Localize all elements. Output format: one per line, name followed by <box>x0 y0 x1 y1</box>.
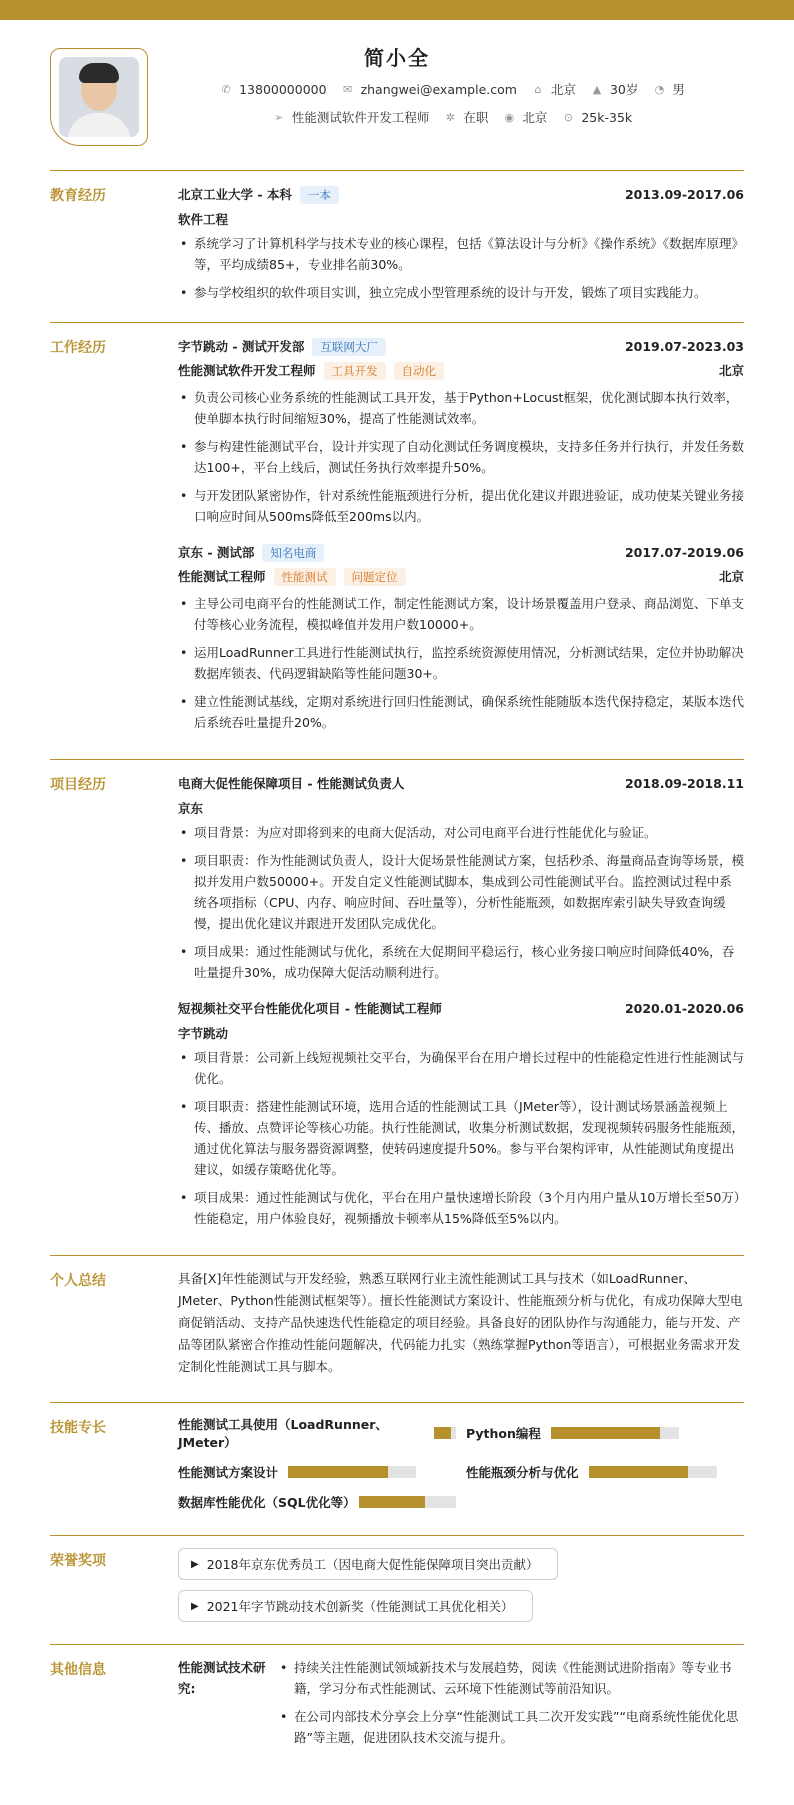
job-header-left <box>178 335 386 359</box>
section-title: 工作经历 <box>50 340 106 356</box>
job-header <box>178 541 744 565</box>
award-item[interactable] <box>178 1590 533 1622</box>
skill-tag: 自动化 <box>394 362 445 380</box>
skill-bar-fill <box>359 1496 425 1508</box>
list-item: • 项目背景：公司新上线短视频社交平台，为确保平台在用户增长过程中的性能稳定性进行性能测试与优化。 <box>178 1047 744 1089</box>
awards-body <box>178 1548 744 1632</box>
projects-body <box>178 772 744 1243</box>
project-org: 字节跳动 <box>178 1026 229 1041</box>
project-title: 短视频社交平台性能优化项目 - 性能测试工程师 <box>178 1001 442 1016</box>
list-item: • 参与学校组织的软件项目实训，独立完成小型管理系统的设计与开发，锻炼了项目实践能力。 <box>178 282 744 303</box>
home-icon: ⌂ <box>534 82 542 96</box>
list-item: • 负责公司核心业务系统的性能测试工具开发，基于Python+Locust框架，优化测试脚本执行效率，使单脚本执行时间缩短30%，提高了性能测试效率。 <box>178 387 744 429</box>
school-name: 北京工业大学 - 本科 <box>178 187 292 202</box>
skill-bar <box>551 1427 679 1439</box>
project-title: 电商大促性能保障项目 - 性能测试负责人 <box>178 776 405 791</box>
age-item <box>590 80 638 98</box>
project-org: 京东 <box>178 801 204 816</box>
position-title: 性能测试工程师 <box>178 569 266 584</box>
position-row <box>178 565 744 589</box>
list-item: • 建立性能测试基线，定期对系统进行回归性能测试，确保系统性能随版本迭代保持稳定，某版本迭代后系统吞吐量提升20%。 <box>178 691 744 733</box>
job-bullets <box>178 387 744 527</box>
list-item: • 运用LoadRunner工具进行性能测试执行，监控系统资源使用情况，分析测试结果，定位并协助解决数据库锁表、代码逻辑缺陷等性能问题30+。 <box>178 642 744 684</box>
skill-item <box>466 1463 744 1481</box>
skill-name: 性能测试工具使用（LoadRunner、JMeter） <box>178 1417 388 1450</box>
list-item: • 系统学习了计算机科学与技术专业的核心课程，包括《算法设计与分析》《操作系统》《数据库原理》等，平均成绩85+，专业排名前30%。 <box>178 233 744 275</box>
avatar-body <box>67 113 131 137</box>
resume-page <box>0 20 794 1805</box>
city-item <box>531 80 576 98</box>
target-city-item <box>502 108 547 126</box>
location-icon: ◉ <box>504 110 515 124</box>
summary-body <box>178 1268 744 1390</box>
summary-text: 具备[X]年性能测试与开发经验，熟悉互联网行业主流性能测试工具与技术（如LoadRunner、JMeter、Python性能测试框架等）。擅长性能测试方案设计、性能瓶颈分析与优化，有成功保障大型电商促销活动、支持产品快速迭代性能稳定的项目经验。具备良好的团队协作与沟通能力，能与开发、产品等团队紧密合作推动性能问题解决，代码能力扎实（熟练掌握Python等语言），可根据业务需求开发定制化性能测试工具与脚本。 <box>178 1271 743 1374</box>
other-sub-label: 性能测试技术研究: <box>178 1660 266 1696</box>
candidate-name: 简小全 <box>364 46 430 70</box>
company-tag: 知名电商 <box>262 544 324 562</box>
target-city-text: 北京 <box>522 110 548 125</box>
other-row <box>178 1657 744 1755</box>
job-intent-row <box>160 108 744 126</box>
skill-tag: 问题定位 <box>344 568 406 586</box>
salary-icon: ⊙ <box>563 110 573 124</box>
position-title: 性能测试软件开发工程师 <box>178 363 316 378</box>
project-header <box>178 997 744 1021</box>
skill-bar-fill <box>589 1466 689 1478</box>
skill-item <box>466 1415 744 1451</box>
list-item: • 在公司内部技术分享会上分享“性能测试工具二次开发实践”“电商系统性能优化思路”等主题，促进团队技术交流与提升。 <box>278 1706 744 1748</box>
company-tag: 互联网大厂 <box>312 338 386 356</box>
salary-text: 25k-35k <box>581 109 633 125</box>
skill-name: 数据库性能优化（SQL优化等） <box>178 1495 356 1510</box>
education-date: 2013.09-2017.06 <box>624 187 744 202</box>
list-item: • 参与构建性能测试平台，设计并实现了自动化测试任务调度模块，支持多任务并行执行，并发任务数达100+，平台上线后，测试任务执行效率提升50%。 <box>178 436 744 478</box>
project-date: 2018.09-2018.11 <box>624 776 744 791</box>
skill-tag: 工具开发 <box>324 362 386 380</box>
caret-right-icon: ▶ <box>191 1600 199 1612</box>
position-left <box>178 565 406 589</box>
major: 软件工程 <box>178 212 229 227</box>
caret-right-icon: ▶ <box>191 1558 199 1570</box>
age-icon: ▲ <box>592 82 602 96</box>
other-bullets <box>278 1657 744 1755</box>
gender-item <box>652 80 685 98</box>
skill-bar <box>359 1496 456 1508</box>
skills-body <box>178 1415 744 1523</box>
skills-grid <box>178 1415 744 1511</box>
school-tag: 一本 <box>300 186 339 204</box>
job-date: 2017.07-2019.06 <box>624 545 744 560</box>
education-row <box>178 183 744 207</box>
list-item: • 项目背景：为应对即将到来的电商大促活动，对公司电商平台进行性能优化与验证。 <box>178 822 744 843</box>
award-text: 2021年字节跳动技术创新奖（性能测试工具优化相关） <box>206 1599 514 1614</box>
projects-section <box>50 759 744 1243</box>
summary-section <box>50 1255 744 1390</box>
send-icon: ➢ <box>274 110 284 124</box>
list-item: • 项目成果：通过性能测试与优化，系统在大促期间平稳运行，核心业务接口响应时间降低40%，吞吐量提升30%，成功保障大促活动顺利进行。 <box>178 941 744 983</box>
phone-icon: ✆ <box>221 82 231 96</box>
job-bullets <box>178 593 744 733</box>
company-name: 字节跳动 - 测试开发部 <box>178 339 305 354</box>
section-title: 荣誉奖项 <box>50 1553 106 1569</box>
awards-section <box>50 1535 744 1632</box>
gender-text: 男 <box>672 82 685 97</box>
skill-item <box>178 1463 456 1481</box>
job-city: 北京 <box>718 363 744 378</box>
section-title: 教育经历 <box>50 188 106 204</box>
email-item <box>341 80 517 98</box>
job-city: 北京 <box>718 569 744 584</box>
contact-row <box>160 80 744 98</box>
skill-bar <box>434 1427 456 1439</box>
job-title-item <box>272 108 430 126</box>
list-item: • 与开发团队紧密协作，针对系统性能瓶颈进行分析，提出优化建议并跟进验证，成功使某关键业务接口响应时间从500ms降低至200ms以内。 <box>178 485 744 527</box>
skill-tag: 性能测试 <box>274 568 336 586</box>
award-item[interactable] <box>178 1548 558 1580</box>
education-left <box>178 183 339 207</box>
list-item: • 项目职责：作为性能测试负责人，设计大促场景性能测试方案，包括秒杀、海量商品查询等场景，模拟并发用户数50000+。开发自定义性能测试脚本，集成到公司性能测试平台。监控测试过程中系统各项指标（CPU、内存、响应时间、吞吐量等），分析性能瓶颈，如数据库索引缺失导致查询缓慢，提出优化建议并跟进开发团队完成优化。 <box>178 850 744 934</box>
status-icon: ✲ <box>445 110 455 124</box>
education-bullets <box>178 233 744 303</box>
salary-item <box>561 108 632 126</box>
education-section <box>50 170 744 310</box>
list-item: • 持续关注性能测试领域新技术与发展趋势，阅读《性能测试进阶指南》等专业书籍，学习分布式性能测试、云环境下性能测试等前沿知识。 <box>278 1657 744 1699</box>
skill-item <box>178 1493 456 1511</box>
skill-bar-fill <box>288 1466 388 1478</box>
project-date: 2020.01-2020.06 <box>624 1001 744 1016</box>
job-header-left <box>178 541 324 565</box>
skills-section <box>50 1402 744 1523</box>
project-block <box>178 997 744 1229</box>
email-text: zhangwei@example.com <box>360 81 517 97</box>
job-block <box>178 541 744 733</box>
resume-header <box>50 20 744 170</box>
section-title: 其他信息 <box>50 1662 106 1678</box>
other-body <box>178 1657 744 1755</box>
work-body <box>178 335 744 747</box>
other-section <box>50 1644 744 1755</box>
list-item: • 主导公司电商平台的性能测试工作，制定性能测试方案，设计场景覆盖用户登录、商品浏览、下单支付等核心业务流程，模拟峰值并发用户数10000+。 <box>178 593 744 635</box>
skill-item <box>178 1415 456 1451</box>
list-item: • 项目职责：搭建性能测试环境，选用合适的性能测试工具（JMeter等），设计测试场景涵盖视频上传、播放、点赞评论等核心功能。执行性能测试，收集分析测试数据，发现视频转码服务性能瓶颈，通过优化算法与服务器资源调整，使转码速度提升50%。参与平台架构评审，从性能测试角度提出建议，如缓存策略优化等。 <box>178 1096 744 1180</box>
position-left <box>178 359 444 383</box>
section-title: 个人总结 <box>50 1273 106 1289</box>
skill-bar <box>589 1466 717 1478</box>
mail-icon: ✉ <box>342 82 353 96</box>
section-title: 技能专长 <box>50 1420 106 1436</box>
job-date: 2019.07-2023.03 <box>624 339 744 354</box>
project-block <box>178 772 744 983</box>
status-text: 在职 <box>463 110 489 125</box>
award-text: 2018年京东优秀员工（因电商大促性能保障项目突出贡献） <box>206 1557 539 1572</box>
job-header <box>178 335 744 359</box>
list-item: • 项目成果：通过性能测试与优化，平台在用户量快速增长阶段（3个月内用户量从10万增长至50万）性能稳定，用户体验良好，视频播放卡顿率从15%降低至5%以内。 <box>178 1187 744 1229</box>
section-title: 项目经历 <box>50 777 106 793</box>
project-bullets <box>178 822 744 983</box>
skill-name: Python编程 <box>466 1426 541 1441</box>
education-body <box>178 183 744 310</box>
city-text: 北京 <box>550 82 576 97</box>
skill-name: 性能测试方案设计 <box>178 1465 279 1480</box>
age-text: 30岁 <box>609 82 639 97</box>
skill-bar-fill <box>551 1427 660 1439</box>
position-row <box>178 359 744 383</box>
skill-name: 性能瓶颈分析与优化 <box>466 1465 579 1480</box>
project-bullets <box>178 1047 744 1229</box>
company-name: 京东 - 测试部 <box>178 545 255 560</box>
gender-icon: ◔ <box>654 82 665 96</box>
skill-bar <box>288 1466 416 1478</box>
phone-text: 13800000000 <box>239 81 327 97</box>
work-section <box>50 322 744 747</box>
job-title-text: 性能测试软件开发工程师 <box>291 110 430 125</box>
top-accent-bar <box>0 0 794 20</box>
status-item <box>443 108 488 126</box>
project-header <box>178 772 744 796</box>
phone-item <box>219 80 326 98</box>
skill-bar-fill <box>434 1427 450 1439</box>
job-block <box>178 335 744 527</box>
